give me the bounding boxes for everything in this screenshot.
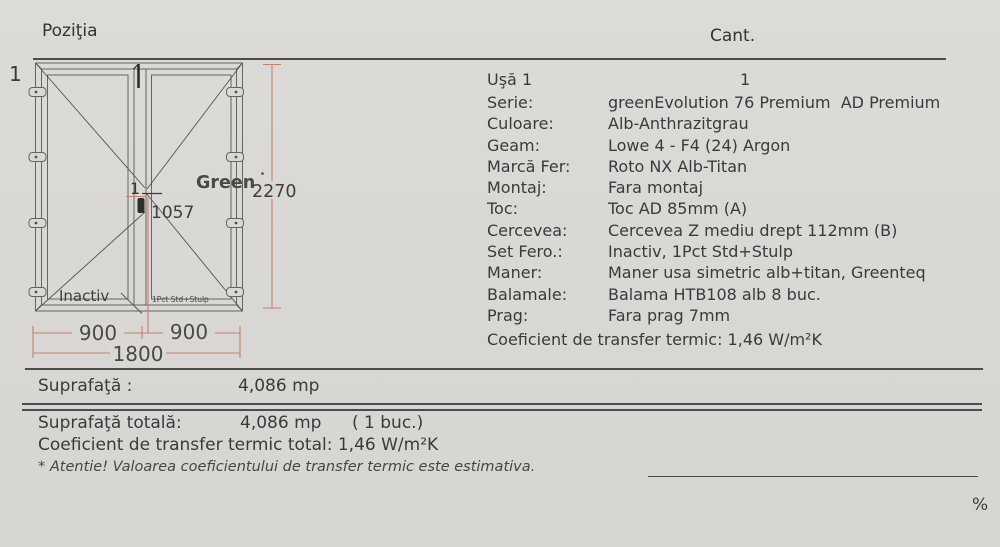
height-dimension-label: 2270 bbox=[252, 182, 297, 202]
mullion-corner-line bbox=[121, 293, 142, 314]
spec-row: Marcă Fer: Roto NX Alb-Titan bbox=[487, 156, 748, 176]
percent-sign: % bbox=[972, 495, 989, 515]
total-area-quantity: ( 1 buc.) bbox=[352, 413, 424, 433]
left-leaf-diagonal bbox=[36, 64, 145, 189]
handle-icon bbox=[138, 198, 145, 213]
area-label: Suprafaţă : bbox=[38, 376, 133, 396]
estimate-note: * Atentie! Valoarea coeficientului de transfer termic este estimativa. bbox=[38, 459, 536, 475]
right-leaf-diagonal bbox=[147, 64, 242, 190]
leaf-number-label: 1 bbox=[130, 179, 141, 198]
spec-table bbox=[487, 92, 940, 326]
quantity-column-header: Cant. bbox=[710, 26, 756, 46]
hinge-icon bbox=[29, 219, 46, 228]
total-area-label: Suprafaţă totală: bbox=[38, 413, 182, 433]
spec-row: Serie: greenEvolution 76 Premium AD Premium bbox=[487, 93, 941, 112]
spec-row: Maner: Maner usa simetric alb+titan, Greenteq bbox=[487, 263, 926, 283]
total-area-value: 4,086 mp bbox=[240, 413, 322, 433]
spec-row: Montaj: Fara montaj bbox=[487, 178, 704, 198]
total-coefficient-line: Coeficient de transfer termic total: 1,46 W/m²K bbox=[38, 435, 439, 455]
spec-row: Balamale: Balama HTB108 alb 8 buc. bbox=[487, 284, 821, 304]
spec-row: Prag: Fara prag 7mm bbox=[487, 305, 731, 325]
spec-row: Culoare: Alb-Anthrazitgrau bbox=[487, 114, 749, 134]
total-width-label: 1800 bbox=[112, 342, 164, 366]
hinge-icon bbox=[29, 88, 46, 97]
watermark-dot-icon bbox=[261, 172, 264, 175]
position-column-header: Poziţia bbox=[42, 21, 98, 41]
handle-height-label: 1057 bbox=[151, 203, 195, 223]
item-quantity: 1 bbox=[740, 70, 751, 89]
width-left-label: 900 bbox=[78, 321, 118, 345]
hinge-icon bbox=[29, 288, 46, 297]
spec-item-row bbox=[487, 70, 947, 89]
right-leaf-label: 1Pct Std+Stulp bbox=[152, 295, 209, 304]
spec-row: Geam: Lowe 4 - F4 (24) Argon bbox=[487, 135, 791, 155]
hinge-icon bbox=[29, 153, 46, 162]
left-leaf-label: Inactiv bbox=[59, 287, 110, 305]
left-sash bbox=[48, 75, 129, 299]
area-value: 4,086 mp bbox=[238, 376, 320, 396]
spec-row: Cercevea: Cercevea Z mediu drept 112mm (B) bbox=[487, 220, 898, 240]
position-number: 1 bbox=[9, 62, 22, 86]
item-name: Uşă 1 bbox=[487, 70, 533, 89]
spec-row: Set Fero.: Inactiv, 1Pct Std+Stulp bbox=[487, 242, 793, 262]
spec-row: Toc: Toc AD 85mm (A) bbox=[487, 199, 748, 219]
brand-watermark: Green bbox=[196, 173, 256, 193]
coefficient-line: Coeficient de transfer termic: 1,46 W/m²K bbox=[487, 330, 822, 349]
width-right-label: 900 bbox=[169, 320, 209, 344]
